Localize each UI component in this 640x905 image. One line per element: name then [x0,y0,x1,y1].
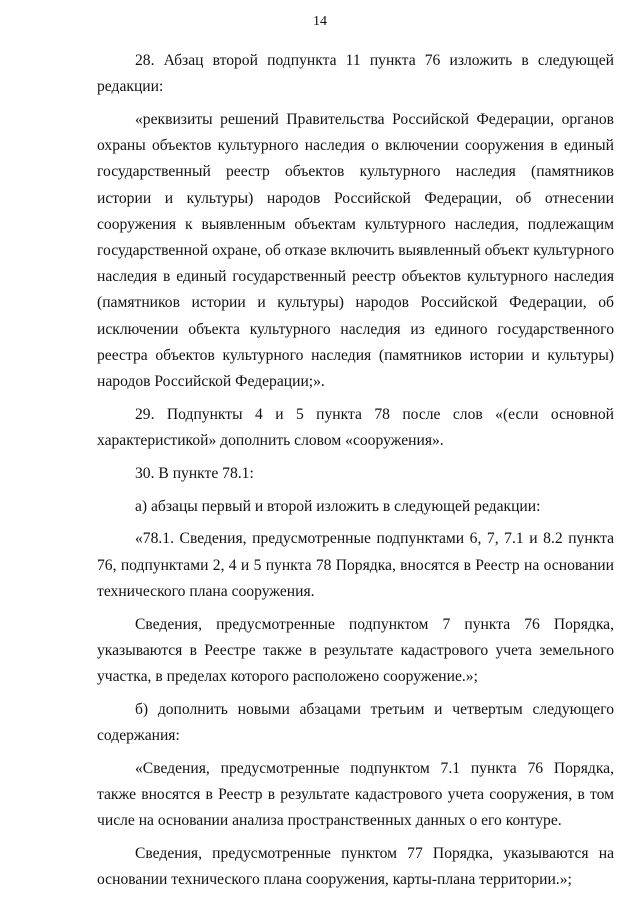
document-body [97,48,614,900]
paragraph-new-third: «Сведения, предусмотренные подпунктом 7.1 пункта 76 Порядка, также вносятся в Реестр в результате кадастрового учета сооружения, в том числе на основании анализа пространственных данных о его контуре. [97,759,614,830]
paragraph-30-b: б) дополнить новыми абзацами третьим и четвертым следующего содержания: [97,700,614,745]
paragraph-78-1-second: Сведения, предусмотренные подпунктом 7 пункта 76 Порядка, указываются в Реестре также в результате кадастрового учета земельного участка, в пределах которого расположено сооружение.»; [97,615,614,686]
paragraph-28: 28. Абзац второй подпункта 11 пункта 76 изложить в следующей редакции: [97,52,614,96]
page-number: 14 [313,14,327,29]
paragraph-28-quote: «реквизиты решений Правительства Российской Федерации, органов охраны объектов культурного наследия о включении сооружения в единый государственный реестр объектов культурного наследия (памятников истории и культуры) народов Российской Федерации, об отнесении сооружения к выявленным объектам культурного наследия, подлежащим государственной охране, об отказе включить выявленный объект культурного наследия в единый государственный реестр объектов культурного наследия (памятников истории и культуры) народов Российской Федерации, об исключении объекта культурного наследия из единого государственного реестра объектов культурного наследия (памятников истории и культуры) народов Российской Федерации;». [97,111,614,391]
paragraph-29: 29. Подпункты 4 и 5 пункта 78 после слов «(если основной характеристикой» дополнить словом «сооружения». [97,405,614,450]
paragraph-78-1-quote: «78.1. Сведения, предусмотренные подпунктами 6, 7, 7.1 и 8.2 пункта 76, подпунктами 2, 4 и 5 пункта 78 Порядка, вносятся в Реестр на основании технического плана сооружения. [97,530,614,600]
paragraph-30-a: а) абзацы первый и второй изложить в следующей редакции: [135,497,541,515]
paragraph-30: 30. В пункте 78.1: [135,464,254,482]
paragraph-new-fourth: Сведения, предусмотренные пунктом 77 Порядка, указываются на основании технического плана сооружения, карты-плана территории.»; [97,845,614,889]
